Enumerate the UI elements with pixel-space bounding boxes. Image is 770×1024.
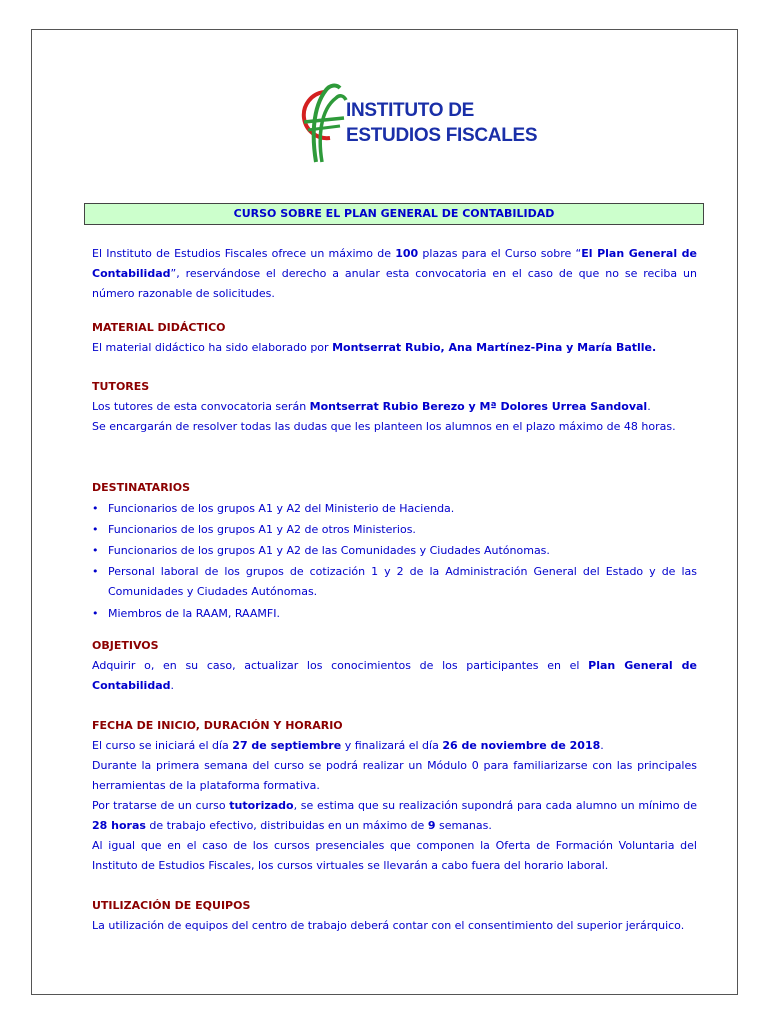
intro-paragraph: El Instituto de Estudios Fiscales ofrece un máximo de 100 plazas para el Curso sobre “El Plan General de Contabilidad”, reservándose el derecho a anular esta convocatoria en el caso de que no se reciba un número razonable de solicitudes.: [92, 247, 698, 300]
tutores-paragraph: Los tutores de esta convocatoria serán Montserrat Rubio Berezo y Mª Dolores Urrea Sandoval.: [92, 400, 651, 413]
tutores-paragraph-2: Se encargarán de resolver todas las dudas que les planteen los alumnos en el plazo máximo de 48 horas.: [92, 420, 676, 433]
logo-line-2: ESTUDIOS FISCALES: [346, 125, 538, 146]
tutores-heading: TUTORES: [92, 380, 150, 393]
logo-line-1: INSTITUTO DE: [346, 100, 474, 121]
material-paragraph: El material didáctico ha sido elaborado por Montserrat Rubio, Ana Martínez-Pina y María Batlle.: [92, 341, 657, 354]
course-title: CURSO SOBRE EL PLAN GENERAL DE CONTABILIDAD: [84, 203, 704, 225]
material-heading: MATERIAL DIDÁCTICO: [92, 321, 226, 334]
equipos-heading: UTILIZACIÓN DE EQUIPOS: [92, 899, 251, 912]
list-item: • Personal laboral de los grupos de cotización 1 y 2 de la Administración General del Estado y de las Comunidades y Ciudades Autónomas.: [92, 565, 697, 598]
destinatarios-heading: DESTINATARIOS: [92, 481, 191, 494]
equipos-paragraph: La utilización de equipos del centro de trabajo deberá contar con el consentimiento del superior jerárquico.: [92, 919, 685, 932]
logo-text: [346, 98, 537, 148]
fecha-heading: FECHA DE INICIO, DURACIÓN Y HORARIO: [92, 719, 343, 732]
objetivos-heading: OBJETIVOS: [92, 639, 159, 652]
list-item: • Funcionarios de los grupos A1 y A2 de las Comunidades y Ciudades Autónomas.: [92, 544, 550, 557]
objetivos-paragraph: Adquirir o, en su caso, actualizar los conocimientos de los participantes en el Plan General de Contabilidad.: [92, 659, 697, 692]
fecha-paragraph-2: Durante la primera semana del curso se podrá realizar un Módulo 0 para familiarizarse con las principales herramientas de la plataforma formativa.: [92, 759, 697, 792]
list-item: • Funcionarios de los grupos A1 y A2 de otros Ministerios.: [92, 523, 416, 536]
list-item: • Miembros de la RAAM, RAAMFI.: [92, 607, 280, 620]
fecha-paragraph-3: Por tratarse de un curso tutorizado, se estima que su realización supondrá para cada alumno un mínimo de 28 horas de trabajo efectivo, distribuidas en un máximo de 9 semanas.: [92, 799, 697, 832]
list-item: • Funcionarios de los grupos A1 y A2 del Ministerio de Hacienda.: [92, 502, 455, 515]
fecha-paragraph-4: Al igual que en el caso de los cursos presenciales que componen la Oferta de Formación Voluntaria del Instituto de Estudios Fiscales, los cursos virtuales se llevarán a cabo fuera del horario laboral.: [92, 839, 697, 872]
fecha-paragraph-1: El curso se iniciará el día 27 de septiembre y finalizará el día 26 de noviembre de 2018.: [92, 739, 604, 752]
